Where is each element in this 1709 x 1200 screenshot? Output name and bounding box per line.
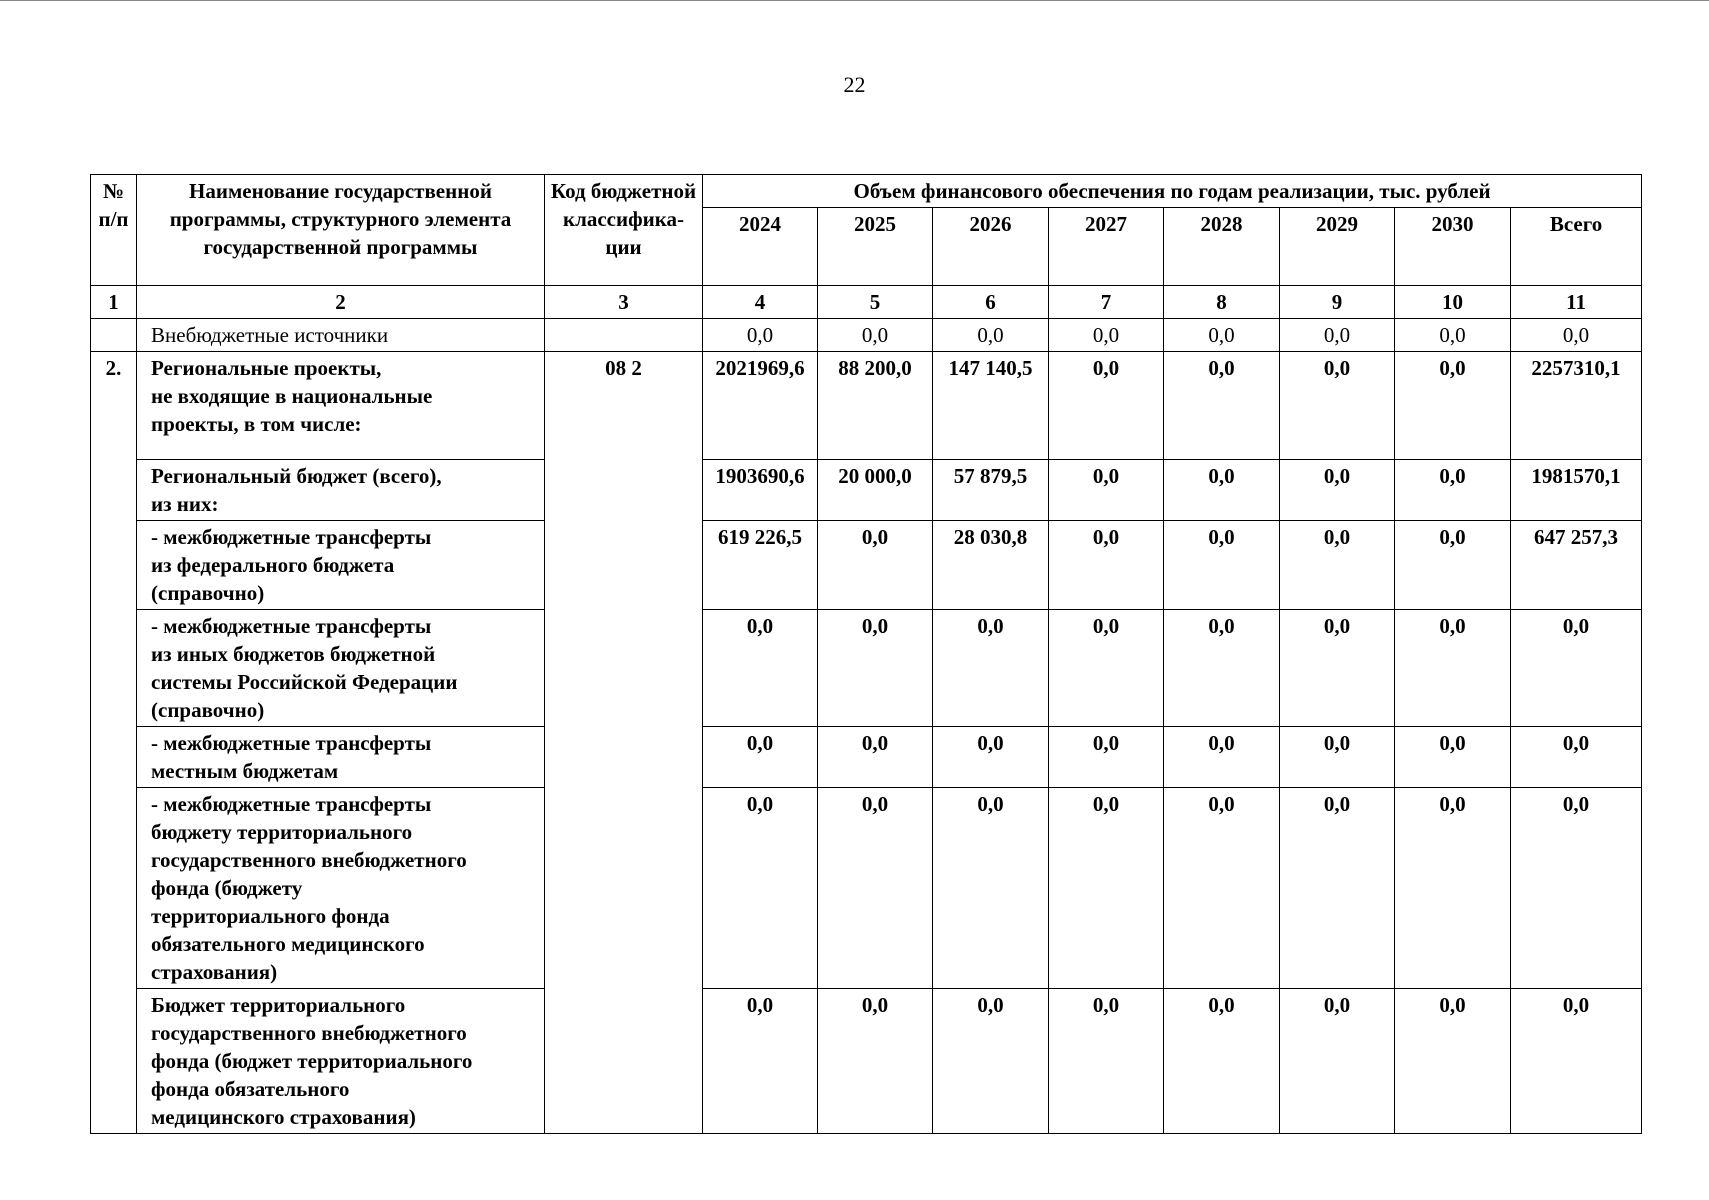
value-year: 0,0 — [1280, 727, 1395, 788]
value-year: 0,0 — [1280, 521, 1395, 610]
value-year: 0,0 — [933, 610, 1049, 727]
table-row — [91, 989, 1642, 1134]
table-row — [91, 460, 1642, 521]
header-volume: Объем финансового обеспечения по годам реализации, тыс. рублей — [703, 175, 1642, 208]
column-number: 8 — [1164, 286, 1280, 319]
value-total: 647 257,3 — [1511, 521, 1642, 610]
value-total: 0,0 — [1511, 989, 1642, 1134]
row-number — [91, 319, 137, 352]
page-top-edge — [0, 0, 1709, 1]
value-year: 0,0 — [1280, 352, 1395, 460]
header-total: Всего — [1511, 208, 1642, 286]
value-year: 0,0 — [1164, 610, 1280, 727]
row-code — [545, 319, 703, 352]
column-number: 3 — [545, 286, 703, 319]
value-year: 0,0 — [703, 319, 818, 352]
value-year: 0,0 — [1280, 788, 1395, 989]
header-row-1 — [91, 175, 1642, 208]
value-year: 0,0 — [1049, 319, 1164, 352]
value-year: 0,0 — [933, 319, 1049, 352]
value-year: 0,0 — [818, 788, 933, 989]
table-row — [91, 610, 1642, 727]
value-total: 0,0 — [1511, 788, 1642, 989]
value-year: 0,0 — [1049, 989, 1164, 1134]
value-total: 0,0 — [1511, 319, 1642, 352]
value-year: 0,0 — [1164, 727, 1280, 788]
row-number — [91, 788, 137, 989]
value-year: 0,0 — [1164, 788, 1280, 989]
column-number: 6 — [933, 286, 1049, 319]
value-year: 0,0 — [1164, 521, 1280, 610]
value-year: 0,0 — [1164, 989, 1280, 1134]
value-year: 0,0 — [1049, 352, 1164, 460]
table-row — [91, 521, 1642, 610]
column-number: 9 — [1280, 286, 1395, 319]
row-name: Бюджет территориального государственного внебюджетного фонда (бюджет территориального фонда обязательного медицинского страхования) — [137, 989, 545, 1134]
value-year: 0,0 — [703, 788, 818, 989]
table-row — [91, 788, 1642, 989]
row-number — [91, 460, 137, 521]
header-year: 2026 — [933, 208, 1049, 286]
value-year: 2021969,6 — [703, 352, 818, 460]
value-year: 0,0 — [1049, 460, 1164, 521]
header-name: Наименование государственной программы, структурного элемента государственной программы — [137, 175, 545, 286]
value-total: 0,0 — [1511, 610, 1642, 727]
header-year: 2025 — [818, 208, 933, 286]
row-name: - межбюджетные трансферты из иных бюджетов бюджетной системы Российской Федерации (справочно) — [137, 610, 545, 727]
header-year: 2030 — [1395, 208, 1511, 286]
row-name: Внебюджетные источники — [137, 319, 545, 352]
value-total: 2257310,1 — [1511, 352, 1642, 460]
value-year: 0,0 — [1164, 460, 1280, 521]
value-year: 0,0 — [1049, 727, 1164, 788]
value-year: 88 200,0 — [818, 352, 933, 460]
value-year: 0,0 — [1049, 610, 1164, 727]
value-year: 0,0 — [1280, 610, 1395, 727]
value-year: 57 879,5 — [933, 460, 1049, 521]
header-year: 2028 — [1164, 208, 1280, 286]
column-number: 5 — [818, 286, 933, 319]
value-year: 0,0 — [933, 788, 1049, 989]
value-year: 0,0 — [933, 727, 1049, 788]
header-year: 2024 — [703, 208, 818, 286]
value-year: 0,0 — [818, 610, 933, 727]
table-body — [91, 319, 1642, 1134]
row-name: - межбюджетные трансферты из федерального бюджета (справочно) — [137, 521, 545, 610]
value-year: 0,0 — [1395, 788, 1511, 989]
column-number: 10 — [1395, 286, 1511, 319]
column-number: 4 — [703, 286, 818, 319]
column-number: 1 — [91, 286, 137, 319]
page-number: 22 — [843, 72, 866, 97]
value-year: 0,0 — [1395, 460, 1511, 521]
value-year: 0,0 — [1049, 788, 1164, 989]
column-numbers-row — [91, 286, 1642, 319]
value-year: 0,0 — [1280, 460, 1395, 521]
value-year: 0,0 — [1049, 521, 1164, 610]
header-year: 2029 — [1280, 208, 1395, 286]
value-year: 0,0 — [1395, 610, 1511, 727]
row-number — [91, 521, 137, 610]
row-number — [91, 610, 137, 727]
value-year: 0,0 — [1280, 319, 1395, 352]
row-number — [91, 989, 137, 1134]
value-year: 0,0 — [818, 989, 933, 1134]
value-year: 0,0 — [703, 610, 818, 727]
table-row — [91, 727, 1642, 788]
value-year: 147 140,5 — [933, 352, 1049, 460]
header-year: 2027 — [1049, 208, 1164, 286]
value-year: 0,0 — [1164, 319, 1280, 352]
value-total: 0,0 — [1511, 727, 1642, 788]
value-year: 0,0 — [1395, 352, 1511, 460]
value-year: 0,0 — [1164, 352, 1280, 460]
table-row — [91, 352, 1642, 460]
value-year: 0,0 — [933, 989, 1049, 1134]
value-year: 0,0 — [703, 989, 818, 1134]
value-year: 0,0 — [1395, 521, 1511, 610]
value-year: 0,0 — [1280, 989, 1395, 1134]
row-code: 08 2 — [545, 352, 703, 1134]
row-name: - межбюджетные трансферты бюджету территориального государственного внебюджетного фонда (бюджету территориального фонда обязательного медицинского страхования) — [137, 788, 545, 989]
row-name: Региональный бюджет (всего), из них: — [137, 460, 545, 521]
financing-table — [90, 174, 1642, 1134]
column-number: 11 — [1511, 286, 1642, 319]
value-year: 0,0 — [1395, 727, 1511, 788]
value-total: 1981570,1 — [1511, 460, 1642, 521]
header-no: № п/п — [91, 175, 137, 286]
value-year: 0,0 — [818, 727, 933, 788]
value-year: 1903690,6 — [703, 460, 818, 521]
value-year: 619 226,5 — [703, 521, 818, 610]
value-year: 28 030,8 — [933, 521, 1049, 610]
value-year: 0,0 — [818, 521, 933, 610]
row-name: Региональные проекты, не входящие в национальные проекты, в том числе: — [137, 352, 545, 460]
column-number: 7 — [1049, 286, 1164, 319]
header-code: Код бюджетной классифика-ции — [545, 175, 703, 286]
row-number — [91, 727, 137, 788]
value-year: 0,0 — [818, 319, 933, 352]
value-year: 0,0 — [703, 727, 818, 788]
table-row — [91, 319, 1642, 352]
value-year: 0,0 — [1395, 319, 1511, 352]
value-year: 0,0 — [1395, 989, 1511, 1134]
row-number: 2. — [91, 352, 137, 460]
row-name: - межбюджетные трансферты местным бюджетам — [137, 727, 545, 788]
value-year: 20 000,0 — [818, 460, 933, 521]
column-number: 2 — [137, 286, 545, 319]
